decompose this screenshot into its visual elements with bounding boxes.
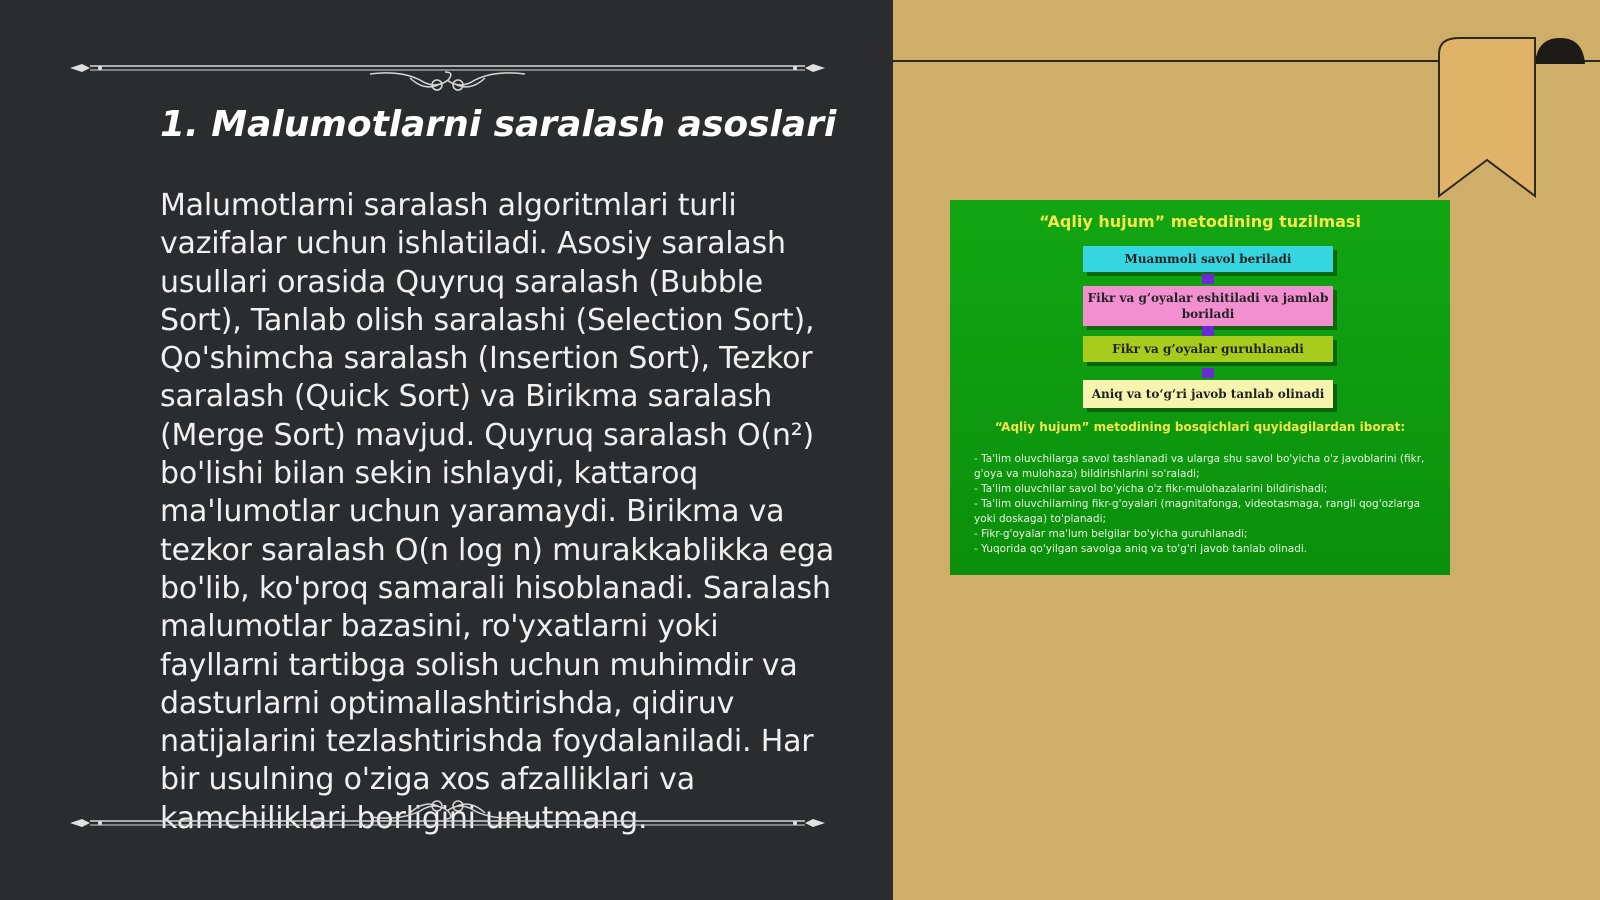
list-item: - Ta'lim oluvchilarning fikr-g'oyalari (magnitafonga, videotasmaga, rangli qog'ozlarga yoki doskaga) to'planadi; bbox=[974, 498, 1421, 525]
slide-body-text: Malumotlarni saralash algoritmlari turli vazifalar uchun ishlatiladi. Asosiy saralash usullari orasida Quyruq saralash (Bubble Sort), Tanlab olish saralashi (Selection Sort), Qo'shimcha saralash (Insertion Sort), Tezkor saralash (Quick Sort) va Birikma saralash (Merge Sort) mavjud. Quyruq saralash O(n²) bo'lishi bilan sekin ishlaydi, kattaroq ma'lumotlar uchun yaramaydi. Birikma va tezkor saralash O(n log n) murakkablikka ega bo'lib, ko'proq samarali hisoblanadi. Saralash malumotlar bazasini, ro'yxatlarni yoki fayllarni tartibga solish uchun muhimdir va dasturlarni optimallashtirishda, qidiruv natijalarini tezlashtirishda foydalaniladi. Har bir usulning o'ziga xos afzalliklari va kamchiliklari borligini unutmang. bbox=[160, 188, 835, 836]
top-ornament bbox=[70, 42, 825, 92]
bookmark-ribbon-icon bbox=[1437, 36, 1537, 198]
bookmark-fold-icon bbox=[1535, 36, 1585, 66]
step-box-2: Fikr va g’oyalar eshitiladi va jamlab boriladi bbox=[1083, 286, 1333, 326]
list-item: - Ta'lim oluvchilar savol bo'yicha o'z fikr-mulohazalarini bildirishadi; bbox=[974, 483, 1328, 495]
brainstorm-method-figure bbox=[950, 200, 1450, 575]
figure-title: “Aqliy hujum” metodining tuzilmasi bbox=[1039, 212, 1361, 231]
list-item: - Yuqorida qo'yilgan savolga aniq va to'g'ri javob tanlab olinadi. bbox=[974, 543, 1308, 555]
figure-subtitle: “Aqliy hujum” metodining bosqichlari quyidagilardan iborat: bbox=[994, 420, 1406, 434]
step-box-1: Muammoli savol beriladi bbox=[1083, 246, 1333, 272]
down-arrow-icon bbox=[1202, 368, 1214, 378]
bottom-ornament bbox=[70, 797, 825, 847]
list-item: - Ta'lim oluvchilarga savol tashlanadi va ularga shu savol bo'yicha o'z javoblarini (fikr, g'oya va mulohaza) bildirishlarini so'raladi; bbox=[974, 453, 1425, 480]
down-arrow-icon bbox=[1202, 274, 1214, 284]
list-item: - Fikr-g'oyalar ma'lum belgilar bo'yicha guruhlanadi; bbox=[974, 528, 1248, 540]
step-box-3: Fikr va g’oyalar guruhlanadi bbox=[1083, 336, 1333, 362]
down-arrow-icon bbox=[1202, 326, 1214, 336]
slide-title: 1. Malumotlarni saralash asoslari bbox=[160, 104, 837, 145]
step-box-4: Aniq va to‘g‘ri javob tanlab olinadi bbox=[1083, 380, 1333, 408]
figure-step-list bbox=[974, 452, 1439, 557]
